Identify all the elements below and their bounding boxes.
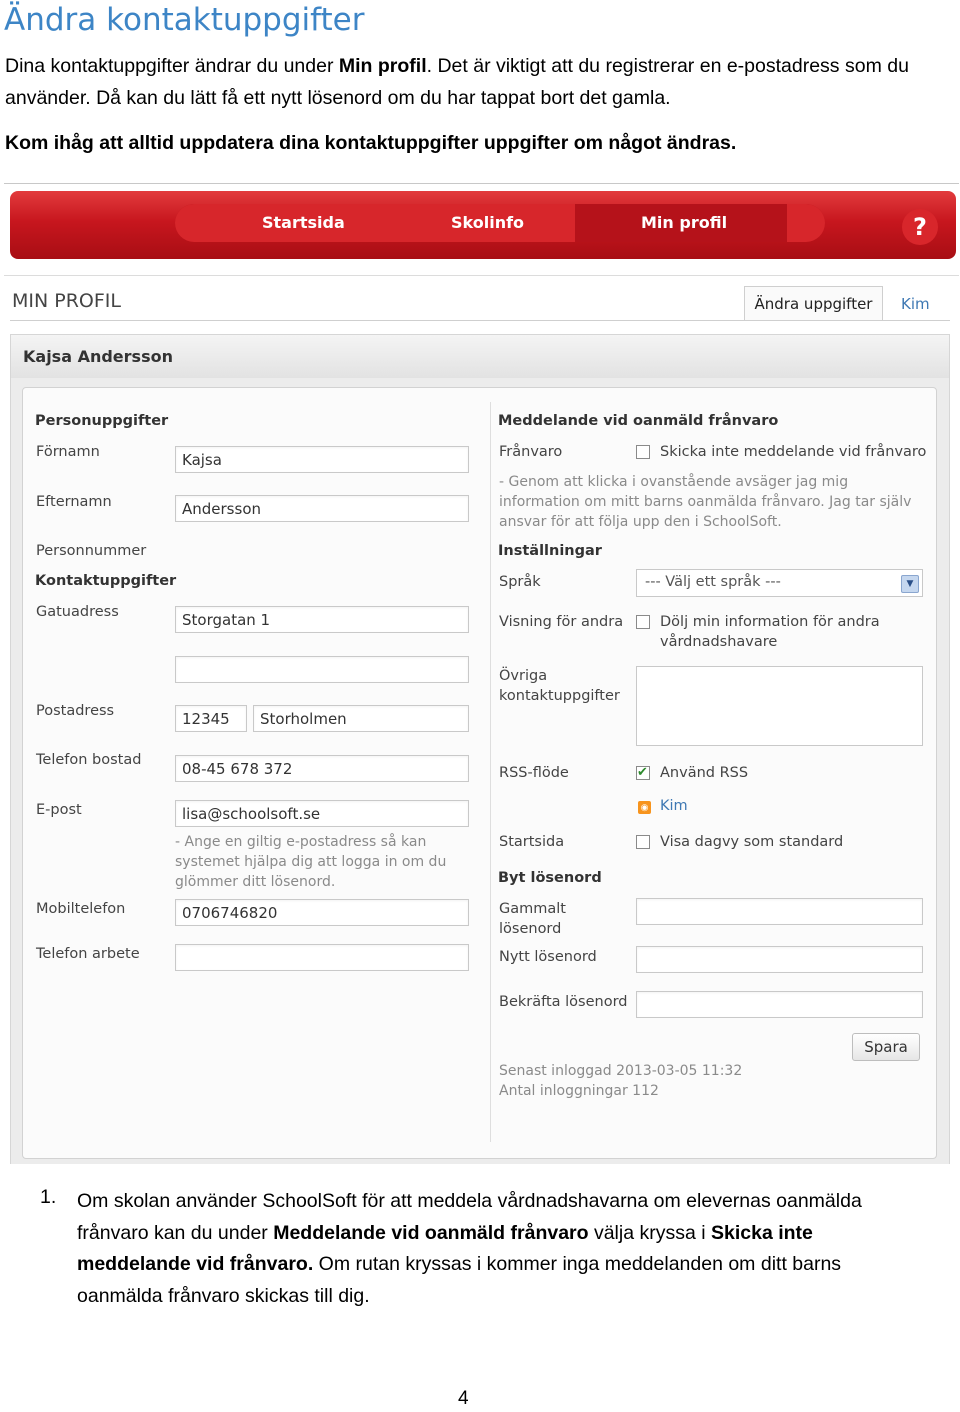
footer-paragraph bbox=[77, 1186, 927, 1312]
confirm-password-input[interactable] bbox=[636, 991, 923, 1018]
save-button[interactable]: Spara bbox=[852, 1033, 920, 1061]
password-header: Byt lösenord bbox=[498, 870, 602, 886]
settings-header: Inställningar bbox=[498, 543, 602, 559]
rss-link[interactable]: Kim bbox=[660, 798, 688, 814]
footer-text-3: Om rutan kryssas i kommer inga meddelanden om ditt barns oanmälda frånvaro skickas till dig. bbox=[77, 1253, 842, 1307]
zip-input[interactable]: 12345 bbox=[175, 705, 247, 732]
intro-text-2: . Det är viktigt att du registrerar en e-postadress som du använder. Då kan du lätt få ett nytt lösenord om du har tappat bort det gamla. bbox=[5, 55, 909, 109]
lastname-input[interactable]: Andersson bbox=[175, 495, 469, 522]
ssn-label: Personnummer bbox=[36, 543, 147, 559]
column-divider bbox=[490, 402, 491, 1142]
old-pw-label: Gammalt lösenord bbox=[499, 901, 566, 937]
absence-checkbox-label: Skicka inte meddelande vid frånvaro bbox=[660, 444, 927, 460]
visibility-checkbox-label: Dölj min information för andra vårdnadshavare bbox=[660, 614, 880, 650]
divider bbox=[4, 275, 959, 276]
visibility-checkbox[interactable] bbox=[636, 615, 650, 629]
help-icon: ? bbox=[913, 213, 927, 241]
absence-checkbox[interactable] bbox=[636, 445, 650, 459]
intro-bold: Min profil bbox=[338, 55, 427, 77]
email-label: E-post bbox=[36, 802, 82, 818]
footer-text-1: Om skolan använder SchoolSoft för att meddela vårdnadshavarna om elevernas oanmälda frånvaro kan du under bbox=[77, 1190, 862, 1244]
absence-header: Meddelande vid oanmäld frånvaro bbox=[498, 413, 779, 429]
help-button[interactable] bbox=[902, 209, 938, 245]
rss-label: RSS-flöde bbox=[499, 765, 569, 781]
document-title: Ändra kontaktuppgifter bbox=[4, 2, 365, 38]
street2-input[interactable] bbox=[175, 656, 469, 683]
footer-bold-1: Meddelande vid oanmäld frånvaro bbox=[273, 1221, 589, 1244]
old-password-input[interactable] bbox=[636, 898, 923, 925]
tab-divider bbox=[10, 320, 950, 321]
intro-paragraph bbox=[5, 50, 935, 114]
mobile-input[interactable]: 0706746820 bbox=[175, 899, 469, 926]
firstname-input[interactable]: Kajsa bbox=[175, 446, 469, 473]
rss-icon: ◉ bbox=[638, 801, 651, 814]
nav-item-skolinfo[interactable]: Skolinfo bbox=[451, 213, 525, 232]
rss-checkbox[interactable] bbox=[636, 766, 650, 780]
phone-work-label: Telefon arbete bbox=[36, 946, 140, 962]
footer-bold-2: Skicka inte meddelande vid frånvaro. bbox=[77, 1221, 813, 1275]
personal-header: Personuppgifter bbox=[35, 413, 169, 429]
login-count: Antal inloggningar 112 bbox=[499, 1083, 659, 1099]
chevron-down-icon: ▼ bbox=[901, 575, 919, 593]
intro-text-1: Dina kontaktuppgifter ändrar du under bbox=[5, 55, 339, 77]
phone-home-input[interactable]: 08-45 678 372 bbox=[175, 755, 469, 782]
tab-andra-uppgifter[interactable]: Ändra uppgifter bbox=[744, 286, 883, 321]
section-title: MIN PROFIL bbox=[12, 290, 121, 312]
start-label: Startsida bbox=[499, 834, 565, 850]
panel-header bbox=[10, 334, 950, 380]
nav-pill bbox=[175, 204, 825, 242]
profile-screenshot bbox=[4, 183, 959, 1164]
firstname-label: Förnamn bbox=[36, 444, 100, 460]
list-number: 1. bbox=[40, 1186, 57, 1208]
lastname-label: Efternamn bbox=[36, 494, 112, 510]
phone-home-label: Telefon bostad bbox=[36, 752, 142, 768]
nav-highlight-right bbox=[787, 204, 825, 242]
new-password-input[interactable] bbox=[636, 946, 923, 973]
start-checkbox[interactable] bbox=[636, 835, 650, 849]
rss-checkbox-label: Använd RSS bbox=[660, 765, 749, 781]
postal-label: Postadress bbox=[36, 703, 115, 719]
user-name: Kajsa Andersson bbox=[23, 347, 173, 366]
nav-item-min-profil[interactable]: Min profil bbox=[641, 213, 728, 232]
page-number: 4 bbox=[458, 1388, 469, 1409]
mobile-label: Mobiltelefon bbox=[36, 901, 126, 917]
last-login: Senast inloggad 2013-03-05 11:32 bbox=[499, 1063, 743, 1079]
new-pw-label: Nytt lösenord bbox=[499, 949, 597, 965]
email-hint: - Ange en giltig e-postadress så kan systemet hjälpa dig att logga in om du glömmer ditt lösenord. bbox=[175, 834, 447, 890]
tab-kim[interactable]: Kim bbox=[901, 295, 930, 313]
language-label: Språk bbox=[499, 574, 541, 590]
visibility-label: Visning för andra bbox=[499, 614, 624, 630]
contact-header: Kontaktuppgifter bbox=[35, 573, 177, 589]
nav-item-startsida[interactable]: Startsida bbox=[262, 213, 345, 232]
street-label: Gatuadress bbox=[36, 604, 119, 620]
other-contact-textarea[interactable] bbox=[636, 666, 923, 746]
language-select[interactable] bbox=[636, 569, 923, 597]
absence-label: Frånvaro bbox=[499, 444, 563, 460]
language-selected: --- Välj ett språk --- bbox=[645, 574, 781, 590]
street-input[interactable]: Storgatan 1 bbox=[175, 606, 469, 633]
absence-hint: - Genom att klicka i ovanstående avsäger jag mig information om mitt barns oanmälda frånvaro. Jag tar själv ansvar för att följa upp den i SchoolSoft. bbox=[499, 474, 912, 530]
phone-work-input[interactable] bbox=[175, 944, 469, 971]
confirm-pw-label: Bekräfta lösenord bbox=[499, 994, 628, 1010]
email-input[interactable]: lisa@schoolsoft.se bbox=[175, 800, 469, 827]
footer-text-2: välja kryssa i bbox=[588, 1221, 711, 1244]
other-contact-label: Övriga kontaktuppgifter bbox=[499, 668, 620, 704]
top-navbar bbox=[10, 191, 956, 259]
reminder-text: Kom ihåg att alltid uppdatera dina kontaktuppgifter uppgifter om något ändras. bbox=[5, 132, 737, 154]
city-input[interactable]: Storholmen bbox=[253, 705, 469, 732]
start-checkbox-label: Visa dagvy som standard bbox=[660, 834, 844, 850]
